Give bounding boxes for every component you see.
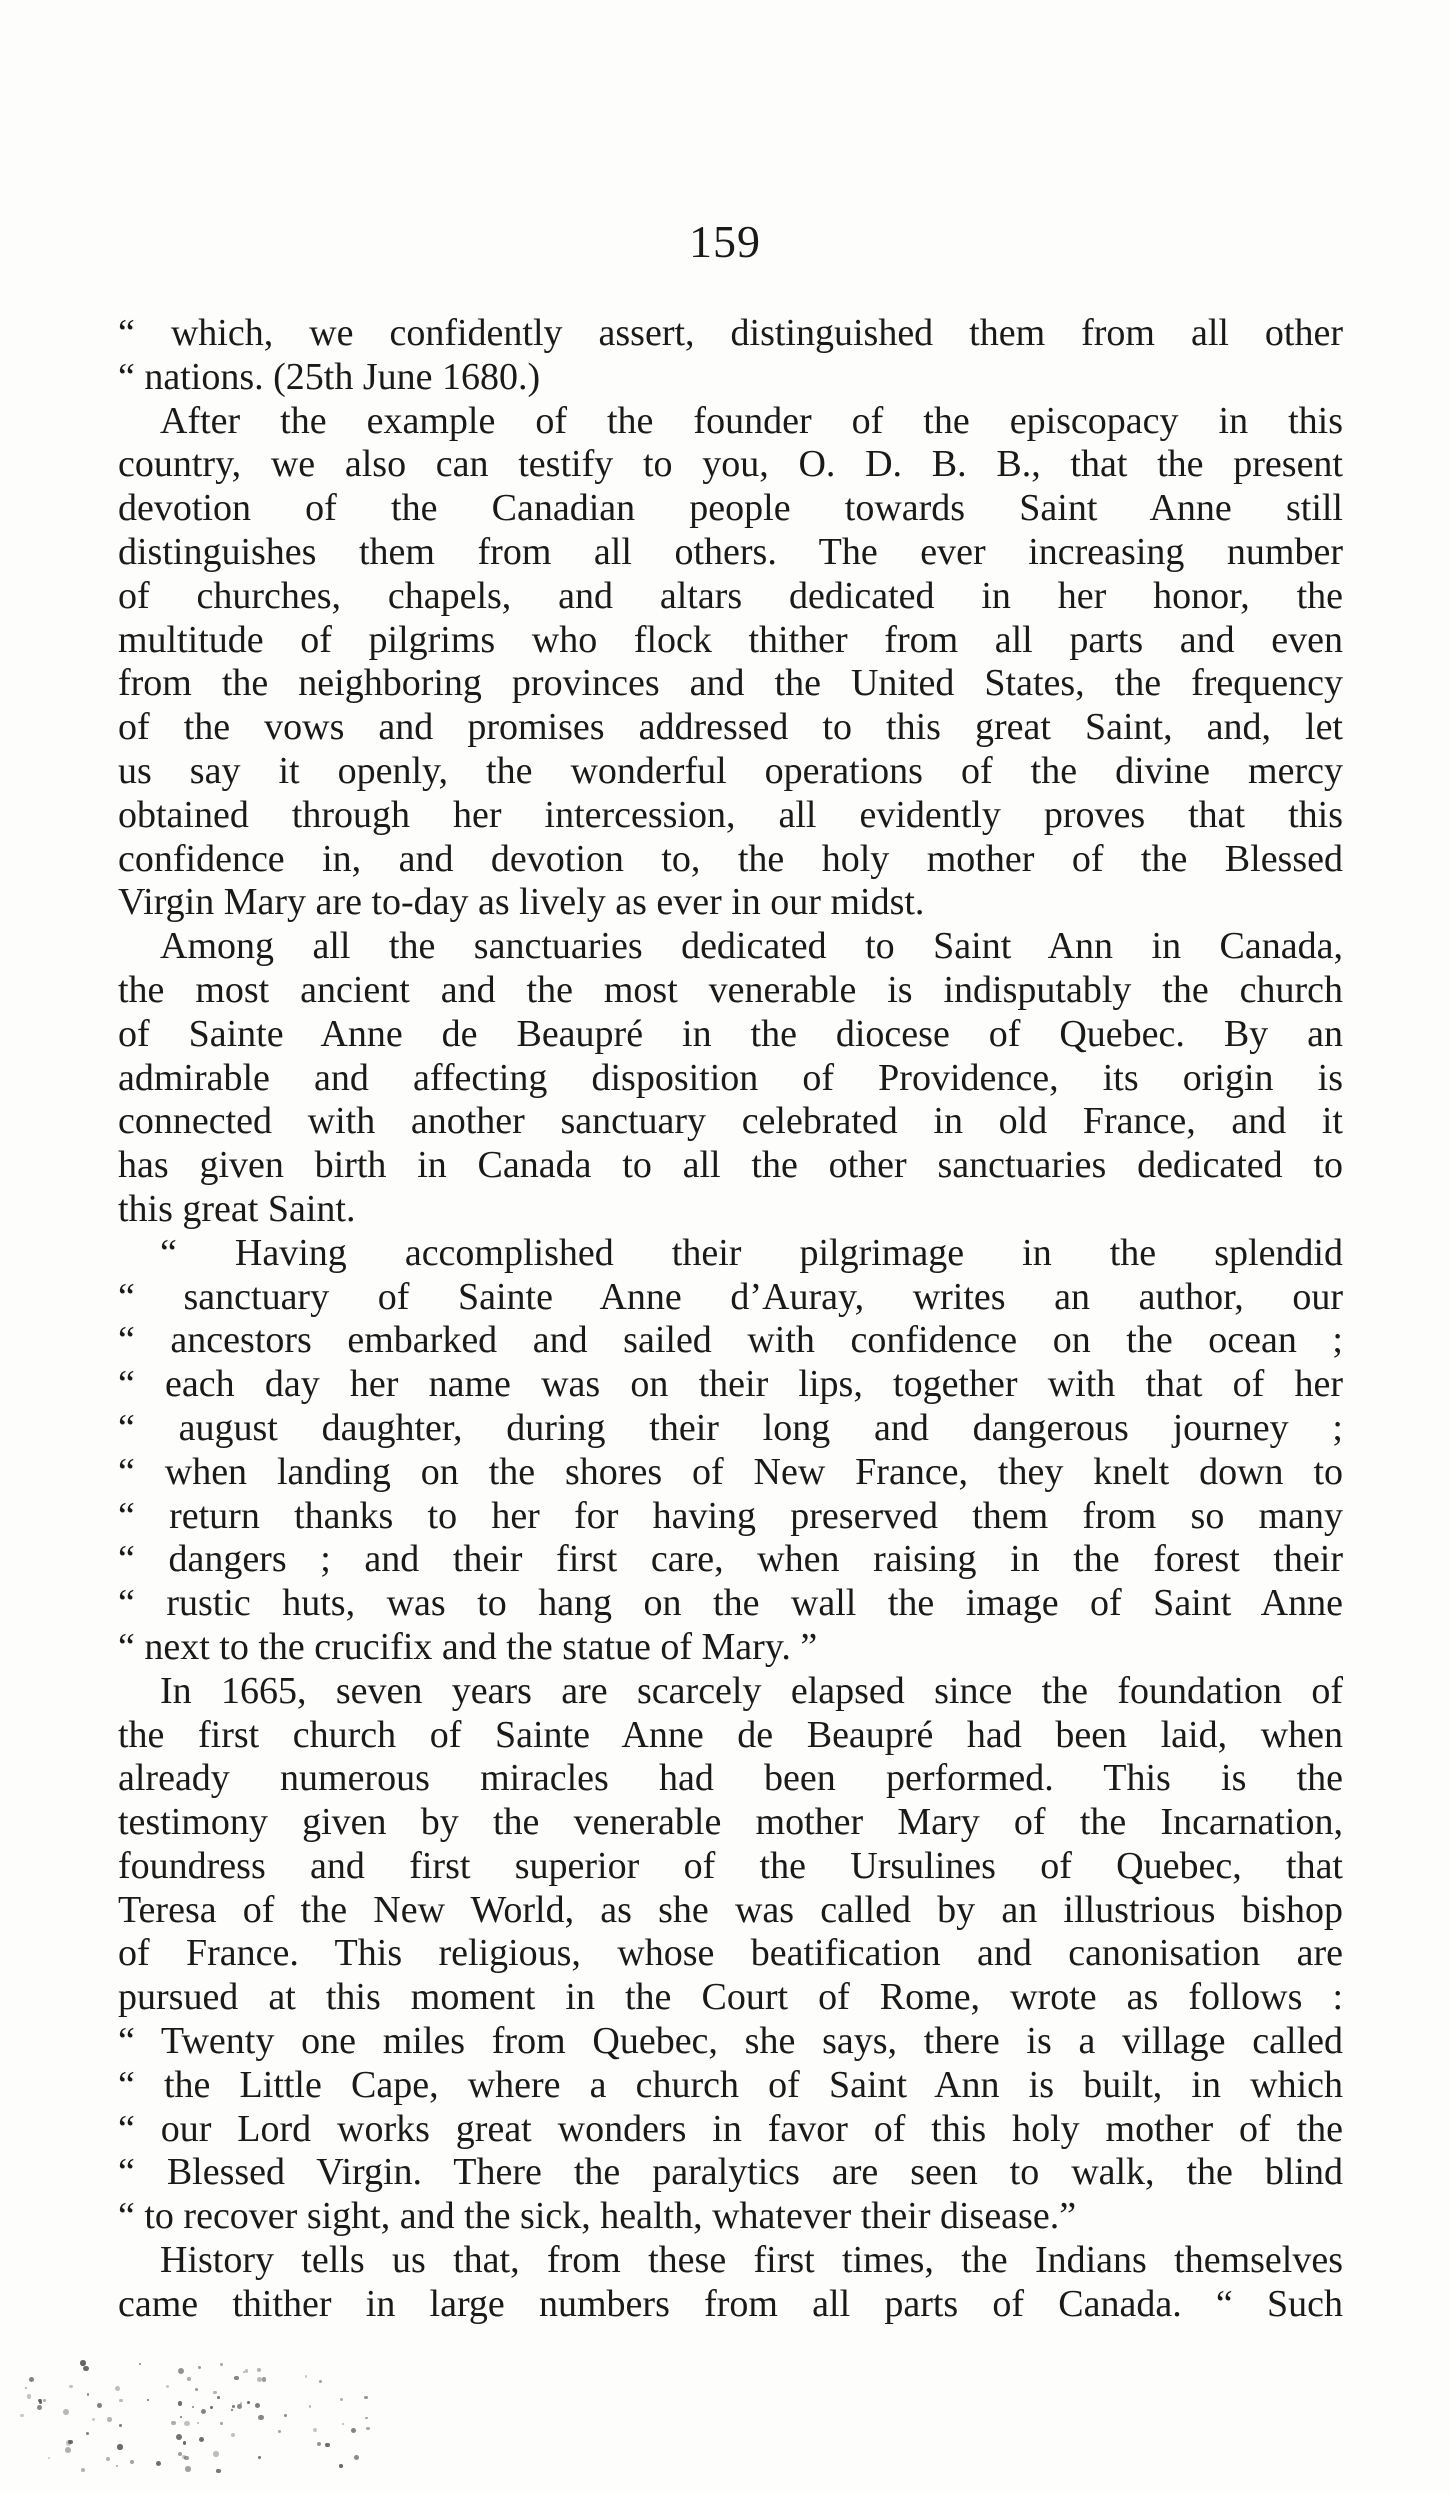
text-line: came thither in large numbers from all parts of Canada. “ Such: [118, 2282, 1343, 2325]
speck: [178, 2368, 184, 2374]
speck: [364, 2396, 368, 2400]
speck: [147, 2399, 149, 2401]
speck: [210, 2406, 212, 2408]
speck: [319, 2380, 322, 2383]
speck: [106, 2457, 110, 2461]
body-text: [118, 312, 1343, 2327]
speck: [339, 2464, 343, 2468]
speck: [199, 2437, 204, 2442]
speck: [119, 2399, 122, 2402]
text-line: “ the Little Cape, where a church of Saint Ann is built, in which: [118, 2063, 1343, 2106]
speck: [284, 2414, 287, 2417]
text-line: “ rustic huts, was to hang on the wall the image of Saint Anne: [118, 1582, 1343, 1625]
speck: [86, 2432, 89, 2435]
text-line: Among all the sanctuaries dedicated to Saint Ann in Canada,: [160, 925, 1343, 968]
speck: [195, 2388, 199, 2392]
speck: [201, 2409, 207, 2415]
text-line: testimony given by the venerable mother Mary of the Incarnation,: [118, 1801, 1343, 1844]
text-line: In 1665, seven years are scarcely elapsed since the foundation of: [160, 1669, 1343, 1712]
speck: [247, 2401, 250, 2404]
speck: [115, 2386, 120, 2391]
speck: [340, 2398, 343, 2401]
speck: [117, 2444, 122, 2449]
text-line: of churches, chapels, and altars dedicated in her honor, the: [118, 574, 1343, 617]
speck: [245, 2369, 249, 2373]
speck: [139, 2363, 141, 2365]
text-line: After the example of the founder of the episcopacy in this: [160, 399, 1343, 442]
speck: [257, 2368, 261, 2372]
speck: [38, 2399, 41, 2402]
speck: [81, 2468, 85, 2472]
text-line: “ next to the crucifix and the statue of Mary. ”: [118, 1625, 818, 1668]
speck: [366, 2427, 369, 2430]
speck: [187, 2377, 191, 2381]
speck: [192, 2406, 194, 2408]
speck: [216, 2469, 221, 2474]
text-line: connected with another sanctuary celebrated in old France, and it: [118, 1100, 1343, 1143]
speck: [351, 2428, 356, 2433]
text-line: Teresa of the New World, as she was called by an illustrious bishop: [118, 1888, 1343, 1931]
page-number: 159: [689, 216, 761, 267]
speck: [240, 2402, 242, 2404]
speck: [20, 2414, 24, 2418]
text-line: “ nations. (25th June 1680.): [118, 355, 541, 398]
speck: [305, 2375, 308, 2378]
speck: [217, 2396, 220, 2399]
speck: [258, 2415, 264, 2421]
speck: [68, 2440, 72, 2444]
speck: [166, 2385, 170, 2389]
speck: [48, 2457, 50, 2459]
text-line: the first church of Sainte Anne de Beaupré had been laid, when: [118, 1713, 1343, 1756]
text-line: “ dangers ; and their first care, when raising in the forest their: [118, 1538, 1343, 1581]
text-line: “ ancestors embarked and sailed with confidence on the ocean ;: [118, 1319, 1343, 1362]
text-line: has given birth in Canada to all the other sanctuaries dedicated to: [118, 1144, 1343, 1187]
speck: [107, 2417, 111, 2421]
speck: [171, 2421, 176, 2426]
speck: [176, 2434, 182, 2440]
speck: [92, 2418, 95, 2421]
speck: [365, 2417, 367, 2419]
speck: [354, 2455, 359, 2460]
text-line: already numerous miracles had been performed. This is the: [118, 1757, 1343, 1800]
speck: [342, 2423, 344, 2425]
text-line: country, we also can testify to you, O. D. B. B., that the present: [118, 443, 1343, 486]
text-line: History tells us that, from these first times, the Indians themselves: [160, 2239, 1343, 2282]
speck: [313, 2428, 317, 2432]
speck: [220, 2363, 223, 2366]
speck: [232, 2405, 235, 2408]
text-line: “ Twenty one miles from Quebec, she says, there is a village called: [118, 2020, 1343, 2063]
speck: [185, 2466, 191, 2472]
text-line: from the neighboring provinces and the United States, the frequency: [118, 662, 1343, 705]
text-line: admirable and affecting disposition of Providence, its origin is: [118, 1056, 1343, 1099]
text-line: of the vows and promises addressed to this great Saint, and, let: [118, 706, 1343, 749]
text-line: distinguishes them from all others. The ever increasing number: [118, 530, 1343, 573]
text-line: “ our Lord works great wonders in favor of this holy mother of the: [118, 2107, 1343, 2150]
speck: [183, 2441, 186, 2444]
text-line: this great Saint.: [118, 1187, 356, 1230]
text-line: “ Blessed Virgin. There the paralytics are seen to walk, the blind: [118, 2151, 1343, 2194]
speck: [180, 2416, 182, 2418]
speck: [278, 2430, 281, 2433]
text-line: us say it openly, the wonderful operations of the divine mercy: [118, 749, 1343, 792]
speck: [43, 2399, 46, 2402]
speck: [178, 2401, 182, 2405]
speck: [97, 2403, 102, 2408]
speck: [87, 2393, 89, 2395]
speck: [119, 2424, 122, 2427]
text-line: “ august daughter, during their long and dangerous journey ;: [118, 1406, 1343, 1449]
text-line: “ Having accomplished their pilgrimage in the splendid: [160, 1231, 1343, 1274]
text-line: devotion of the Canadian people towards Saint Anne still: [118, 487, 1343, 530]
text-line: “ sanctuary of Sainte Anne d’Auray, writes an author, our: [118, 1275, 1343, 1318]
speck: [25, 2387, 27, 2389]
text-line: “ each day her name was on their lips, together with that of her: [118, 1363, 1343, 1406]
speck: [255, 2403, 260, 2408]
speck: [156, 2461, 161, 2466]
text-line: “ which, we confidently assert, distinguished them from all other: [118, 312, 1343, 354]
speck: [80, 2360, 85, 2365]
speck: [37, 2405, 42, 2410]
speck: [317, 2442, 321, 2446]
speck: [182, 2455, 186, 2459]
speck: [198, 2366, 201, 2369]
speck: [130, 2460, 134, 2464]
speck: [213, 2391, 216, 2394]
speck: [237, 2404, 242, 2409]
text-line: the most ancient and the most venerable is indisputably the church: [118, 968, 1343, 1011]
speck: [262, 2377, 266, 2381]
speck: [116, 2465, 118, 2467]
speck: [234, 2376, 239, 2381]
speck: [220, 2422, 222, 2424]
speck: [65, 2447, 71, 2453]
text-line: “ to recover sight, and the sick, health, whatever their disease.”: [118, 2195, 1077, 2238]
speck: [325, 2443, 329, 2447]
speck: [27, 2394, 31, 2398]
speck: [29, 2377, 34, 2382]
text-line: foundress and first superior of the Ursulines of Quebec, that: [118, 1844, 1343, 1887]
speck: [213, 2451, 218, 2456]
text-line: of France. This religious, whose beatification and canonisation are: [118, 1932, 1343, 1975]
speck: [258, 2456, 261, 2459]
speck: [231, 2409, 233, 2411]
print-specks: [20, 2300, 400, 2480]
speck: [197, 2422, 199, 2424]
speck: [309, 2405, 311, 2407]
speck: [184, 2421, 190, 2427]
speck: [257, 2377, 262, 2382]
text-line: obtained through her intercession, all evidently proves that this: [118, 793, 1343, 836]
text-line: pursued at this moment in the Court of Rome, wrote as follows :: [118, 1976, 1343, 2019]
text-line: multitude of pilgrims who flock thither from all parts and even: [118, 618, 1343, 661]
text-line: “ when landing on the shores of New France, they knelt down to: [118, 1450, 1343, 1493]
speck: [69, 2385, 73, 2389]
text-line: “ return thanks to her for having preserved them from so many: [118, 1494, 1343, 1537]
speck: [63, 2409, 69, 2415]
speck: [83, 2366, 89, 2372]
text-line: Virgin Mary are to-day as lively as ever in our midst.: [118, 881, 925, 924]
speck: [231, 2433, 235, 2437]
text-line: confidence in, and devotion to, the holy mother of the Blessed: [118, 837, 1343, 880]
text-line: of Sainte Anne de Beaupré in the diocese of Quebec. By an: [118, 1012, 1343, 1055]
